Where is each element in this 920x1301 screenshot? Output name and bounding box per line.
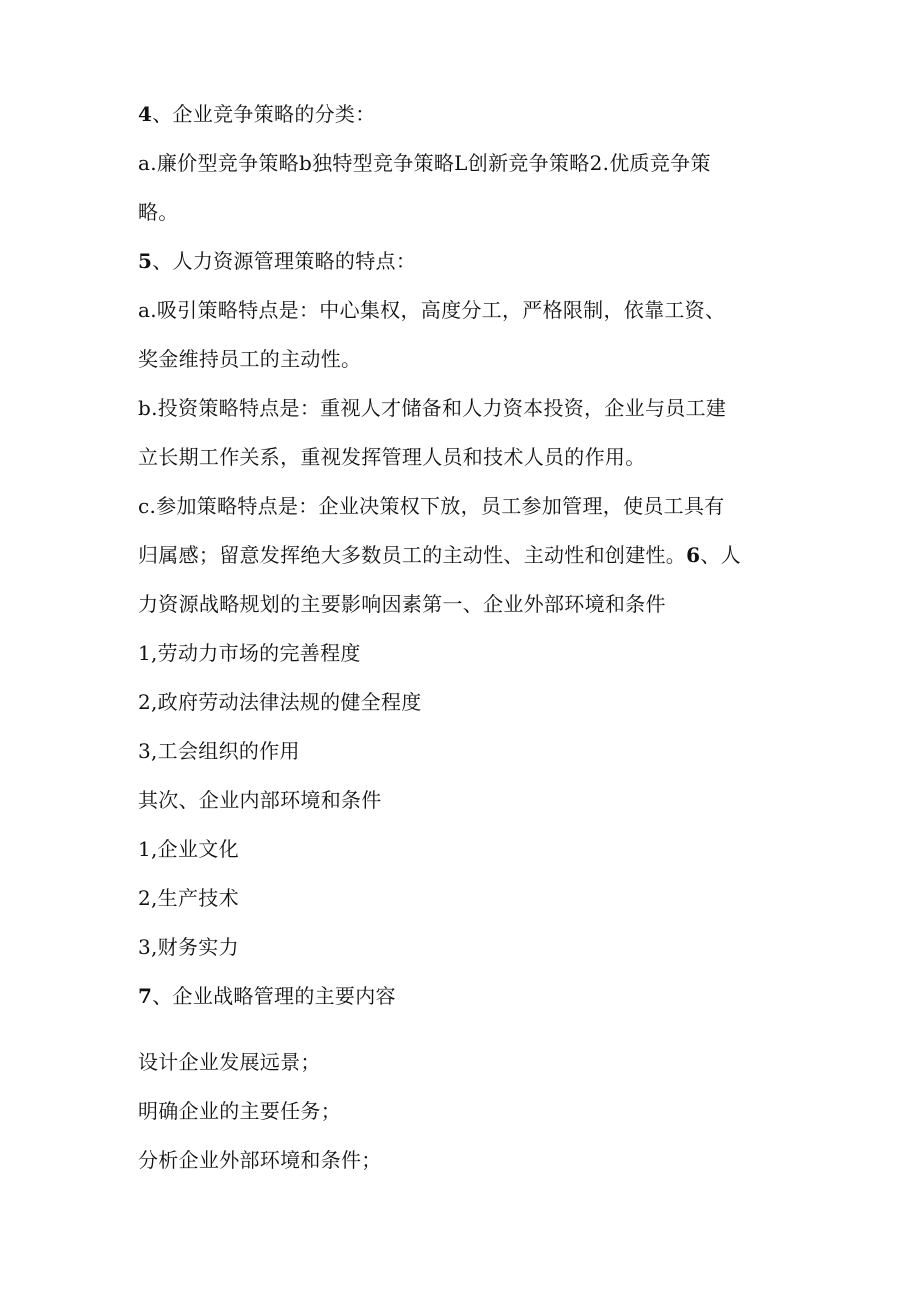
text-line-with-section-6 <box>138 541 788 569</box>
text-content: 奖金维持员工的主动性。 <box>138 347 362 371</box>
text-content: a.吸引策略特点是：中心集权，高度分工，严格限制，依靠工资、 <box>138 298 726 322</box>
text-content: 3,财务实力 <box>138 935 239 959</box>
heading-text: 、企业竞争策略的分类： <box>152 102 376 126</box>
text-line <box>138 296 788 324</box>
list-item <box>138 1146 788 1174</box>
text-line <box>138 492 788 520</box>
text-content: 设计企业发展远景； <box>138 1050 321 1074</box>
text-content: 1,企业文化 <box>138 837 239 861</box>
text-content: 立长期工作关系，重视发挥管理人员和技术人员的作用。 <box>138 445 646 469</box>
text-line <box>138 394 788 422</box>
text-line <box>138 590 788 618</box>
text-line <box>138 149 788 177</box>
text-content: 3,工会组织的作用 <box>138 739 300 763</box>
text-content: 归属感；留意发挥绝大多数员工的主动性、主动性和创建性。 <box>138 543 687 567</box>
list-item <box>138 639 788 667</box>
text-content: c.参加策略特点是：企业决策权下放，员工参加管理，使员工具有 <box>138 494 725 518</box>
list-item <box>138 933 788 961</box>
list-item <box>138 688 788 716</box>
heading-competition-strategy-types <box>138 100 788 128</box>
text-content: 力资源战略规划的主要影响因素第一、企业外部环境和条件 <box>138 592 666 616</box>
text-content: 其次、企业内部环境和条件 <box>138 788 382 812</box>
subheading <box>138 786 788 814</box>
text-line <box>138 198 788 226</box>
list-item <box>138 884 788 912</box>
section-number: 6 <box>686 543 701 567</box>
text-content: 1,劳动力市场的完善程度 <box>138 641 361 665</box>
heading-hr-strategy-features <box>138 247 788 275</box>
text-line <box>138 345 788 373</box>
heading-strategic-management-content <box>138 982 788 1010</box>
section-number: 4 <box>138 102 153 126</box>
text-content: a.廉价型竞争策略b独特型竞争策略L创新竞争策略2.优质竞争策 <box>138 151 711 175</box>
list-item <box>138 1048 788 1076</box>
list-item <box>138 737 788 765</box>
text-content: b.投资策略特点是：重视人才储备和人力资本投资，企业与员工建 <box>138 396 727 420</box>
heading-text: 、人力资源管理策略的特点： <box>152 249 417 273</box>
text-content: 分析企业外部环境和条件； <box>138 1148 382 1172</box>
section-number: 7 <box>138 984 153 1008</box>
text-content: 略。 <box>138 200 179 224</box>
list-item <box>138 835 788 863</box>
list-item <box>138 1097 788 1125</box>
text-line <box>138 443 788 471</box>
heading-text: 、企业战略管理的主要内容 <box>152 984 396 1008</box>
text-content: 明确企业的主要任务； <box>138 1099 341 1123</box>
text-content: 2,生产技术 <box>138 886 239 910</box>
text-content: 2,政府劳动法律法规的健全程度 <box>138 690 422 714</box>
section-number: 5 <box>138 249 153 273</box>
heading-text: 、人 <box>700 543 741 567</box>
